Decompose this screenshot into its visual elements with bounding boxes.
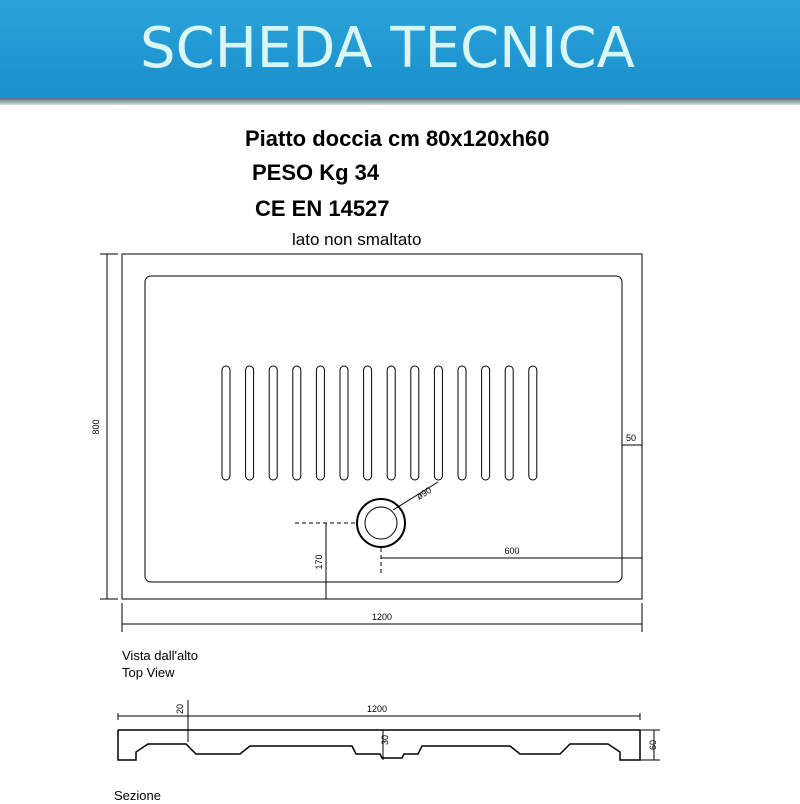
dim-width-1200: 1200: [371, 612, 393, 622]
drain-slot: [387, 366, 395, 480]
section-dim-drain-30: 30: [380, 734, 390, 746]
drain-slot: [246, 366, 254, 480]
drain-slot: [316, 366, 324, 480]
dim-drain-offset-600: 600: [504, 546, 520, 556]
product-weight: PESO Kg 34: [252, 160, 380, 185]
top-view-caption-it: Vista dall'alto: [122, 648, 198, 663]
drain-slot: [222, 366, 230, 480]
drain-inner-ring: [365, 507, 397, 539]
section-dim-height-60: 60: [648, 739, 658, 751]
dim-drain-offset-170: 170: [314, 554, 324, 570]
drain-slot: [411, 366, 419, 480]
drain-slots: [222, 366, 537, 480]
product-certification: CE EN 14527: [255, 196, 390, 221]
drain-slot: [434, 366, 442, 480]
drain-slot: [482, 366, 490, 480]
page-title: SCHEDA TECNICA: [140, 16, 635, 81]
drain-slot: [364, 366, 372, 480]
dim-rim-50: 50: [626, 433, 637, 443]
section-dim-width-1200: 1200: [366, 704, 388, 714]
top-view-caption-en: Top View: [122, 665, 175, 680]
drain-slot: [269, 366, 277, 480]
dim-height-800: 800: [91, 419, 101, 435]
drain-outer-ring: [357, 499, 405, 547]
section-caption: Sezione: [114, 788, 161, 803]
dim-drain-diameter: ø90: [414, 484, 434, 502]
drain-slot: [529, 366, 537, 480]
section-dim-rim-20: 20: [175, 703, 185, 715]
drain-slot: [458, 366, 466, 480]
drain-slot: [293, 366, 301, 480]
basin-outline: [145, 276, 622, 582]
product-title: Piatto doccia cm 80x120xh60: [245, 126, 550, 151]
drain-slot: [340, 366, 348, 480]
unglazed-side-note: lato non smaltato: [292, 230, 422, 249]
drain-slot: [505, 366, 513, 480]
section-profile: [118, 730, 640, 760]
